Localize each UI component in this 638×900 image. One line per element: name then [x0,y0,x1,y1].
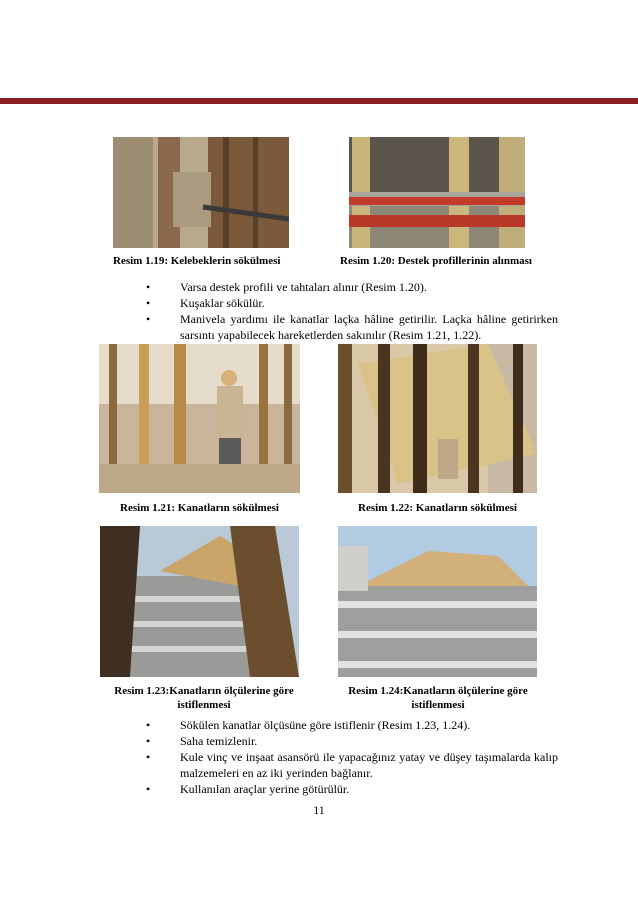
list-item: • Saha temizlenir. [146,734,258,748]
photo-icon [113,137,289,248]
photo-kelebek [113,137,289,248]
list-item: • Varsa destek profili ve tahtaları alınır (Resim 1.20). [146,280,427,294]
list-item: • Manivela yardımı ile kanatlar laçka hâline getirilir. Laçka hâline getirirken sarsıntı yapabilecek hareketlerden sakınılır (Resim 1.21, 1.22). [146,312,558,342]
caption-1-21: Resim 1.21: Kanatların sökülmesi [120,502,279,514]
caption-1-23: Resim 1.23:Kanatların ölçülerine göre istiflenmesi [114,685,294,711]
caption-1-24: Resim 1.24:Kanatların ölçülerine göre istiflenmesi [348,685,528,711]
photo-kanat-2 [338,344,537,493]
caption-1-20: Resim 1.20: Destek profillerinin alınması [340,255,532,267]
list-item: • Kuşaklar sökülür. [146,296,265,310]
photo-destek [349,137,525,248]
photo-istif-2 [338,526,537,677]
page-number: 11 [313,803,325,817]
list-item: • Kullanılan araçlar yerine götürülür. [146,782,350,796]
photo-icon [99,344,300,493]
bullet-list-top [146,279,558,343]
caption-1-22: Resim 1.22: Kanatların sökülmesi [358,502,517,514]
caption-1-19: Resim 1.19: Kelebeklerin sökülmesi [113,255,281,267]
photo-kanat-1 [99,344,300,493]
photo-icon [349,137,525,248]
header-rule [0,98,638,104]
photo-icon [100,526,299,677]
list-item: • Kule vinç ve inşaat asansörü ile yapacağınız yatay ve düşey taşımalarda kalıp malzemeleri en az iki yerinden bağlanır. [146,750,558,780]
photo-icon [338,344,537,493]
photo-icon [338,526,537,677]
bullet-list-bottom [146,717,558,797]
photo-istif-1 [100,526,299,677]
list-item: • Sökülen kanatlar ölçüsüne göre istiflenir (Resim 1.23, 1.24). [146,718,471,732]
